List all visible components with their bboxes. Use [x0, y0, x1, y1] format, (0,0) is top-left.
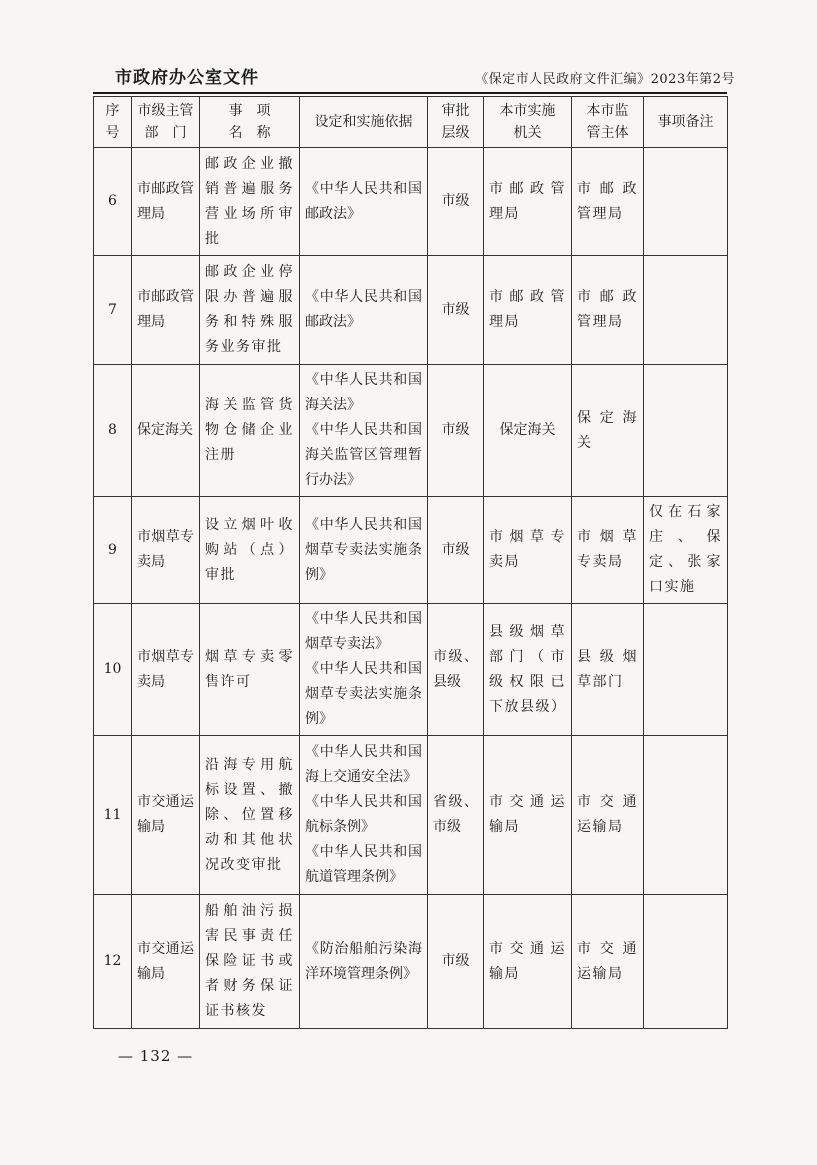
- cell-supervisor: 市邮政管理局: [572, 256, 644, 365]
- table-row: [94, 736, 728, 895]
- cell-supervisor: 市邮政管理局: [572, 148, 644, 256]
- cell-remark: [644, 736, 728, 895]
- cell-supervisor: 保定海关: [572, 365, 644, 497]
- cell-item: 船舶油污损害民事责任保险证书或者财务保证证书核发: [200, 895, 300, 1029]
- cell-basis: 《中华人民共和国海上交通安全法》 《中华人民共和国航标条例》 《中华人民共和国航道管理条例》: [300, 736, 428, 895]
- cell-basis: 《中华人民共和国邮政法》: [300, 256, 428, 365]
- header-seq: 序 号: [94, 97, 132, 148]
- cell-supervisor: 县级烟草部门: [572, 604, 644, 736]
- table-row: [94, 604, 728, 736]
- cell-agency: 市交通运输局: [484, 736, 572, 895]
- cell-item: 烟草专卖零售许可: [200, 604, 300, 736]
- table-row: [94, 365, 728, 497]
- cell-basis: 《中华人民共和国海关法》 《中华人民共和国海关监管区管理暂行办法》: [300, 365, 428, 497]
- header-item: 事 项 名 称: [200, 97, 300, 148]
- header-divider: [93, 92, 727, 94]
- header-basis: 设定和实施依据: [300, 97, 428, 148]
- cell-item: 海关监管货物仓储企业注册: [200, 365, 300, 497]
- cell-level: 市级: [428, 365, 484, 497]
- cell-supervisor: 市交通运输局: [572, 895, 644, 1029]
- cell-seq: 7: [94, 256, 132, 365]
- cell-seq: 12: [94, 895, 132, 1029]
- header-supervisor: 本市监 管主体: [572, 97, 644, 148]
- cell-basis: 《中华人民共和国烟草专卖法》 《中华人民共和国烟草专卖法实施条例》: [300, 604, 428, 736]
- cell-seq: 11: [94, 736, 132, 895]
- cell-dept: 市交通运输局: [132, 895, 200, 1029]
- table-row: [94, 148, 728, 256]
- cell-remark: [644, 256, 728, 365]
- cell-level: 市级: [428, 497, 484, 604]
- cell-seq: 6: [94, 148, 132, 256]
- cell-dept: 市交通运输局: [132, 736, 200, 895]
- cell-level: 省级、市级: [428, 736, 484, 895]
- header-dept: 市级主管 部 门: [132, 97, 200, 148]
- cell-level: 市级: [428, 895, 484, 1029]
- cell-level: 市级: [428, 148, 484, 256]
- header-level: 审批 层级: [428, 97, 484, 148]
- cell-agency: 市交通运输局: [484, 895, 572, 1029]
- cell-dept: 市烟草专卖局: [132, 497, 200, 604]
- cell-agency: 县级烟草部门（市级权限已下放县级）: [484, 604, 572, 736]
- table-header-row: [94, 97, 728, 148]
- cell-agency: 市邮政管理局: [484, 148, 572, 256]
- header-remark: 事项备注: [644, 97, 728, 148]
- cell-agency: 市邮政管理局: [484, 256, 572, 365]
- cell-basis: 《防治船舶污染海洋环境管理条例》: [300, 895, 428, 1029]
- cell-seq: 8: [94, 365, 132, 497]
- cell-agency: 市烟草专卖局: [484, 497, 572, 604]
- cell-remark: [644, 604, 728, 736]
- cell-remark: 仅在石家庄、保定、张家口实施: [644, 497, 728, 604]
- header-agency: 本市实施 机关: [484, 97, 572, 148]
- cell-supervisor: 市交通运输局: [572, 736, 644, 895]
- cell-seq: 9: [94, 497, 132, 604]
- cell-seq: 10: [94, 604, 132, 736]
- document-header-source: 《保定市人民政府文件汇编》2023年第2号: [475, 72, 735, 87]
- cell-item: 设立烟叶收购站（点）审批: [200, 497, 300, 604]
- cell-level: 市级、县级: [428, 604, 484, 736]
- page-number: — 132 —: [118, 1047, 194, 1065]
- cell-item: 邮政企业停限办普遍服务和特殊服务业务审批: [200, 256, 300, 365]
- cell-basis: 《中华人民共和国邮政法》: [300, 148, 428, 256]
- table-row: [94, 895, 728, 1029]
- cell-dept: 保定海关: [132, 365, 200, 497]
- cell-remark: [644, 148, 728, 256]
- cell-item: 邮政企业撤销普遍服务营业场所审批: [200, 148, 300, 256]
- cell-basis: 《中华人民共和国烟草专卖法实施条例》: [300, 497, 428, 604]
- cell-agency: 保定海关: [484, 365, 572, 497]
- table-row: [94, 497, 728, 604]
- cell-dept: 市邮政管理局: [132, 256, 200, 365]
- cell-supervisor: 市烟草专卖局: [572, 497, 644, 604]
- table-row: [94, 256, 728, 365]
- cell-remark: [644, 365, 728, 497]
- cell-item: 沿海专用航标设置、撤除、位置移动和其他状况改变审批: [200, 736, 300, 895]
- document-header-title: 市政府办公室文件: [115, 68, 259, 88]
- cell-dept: 市烟草专卖局: [132, 604, 200, 736]
- cell-level: 市级: [428, 256, 484, 365]
- items-table: [93, 96, 728, 1029]
- cell-remark: [644, 895, 728, 1029]
- cell-dept: 市邮政管理局: [132, 148, 200, 256]
